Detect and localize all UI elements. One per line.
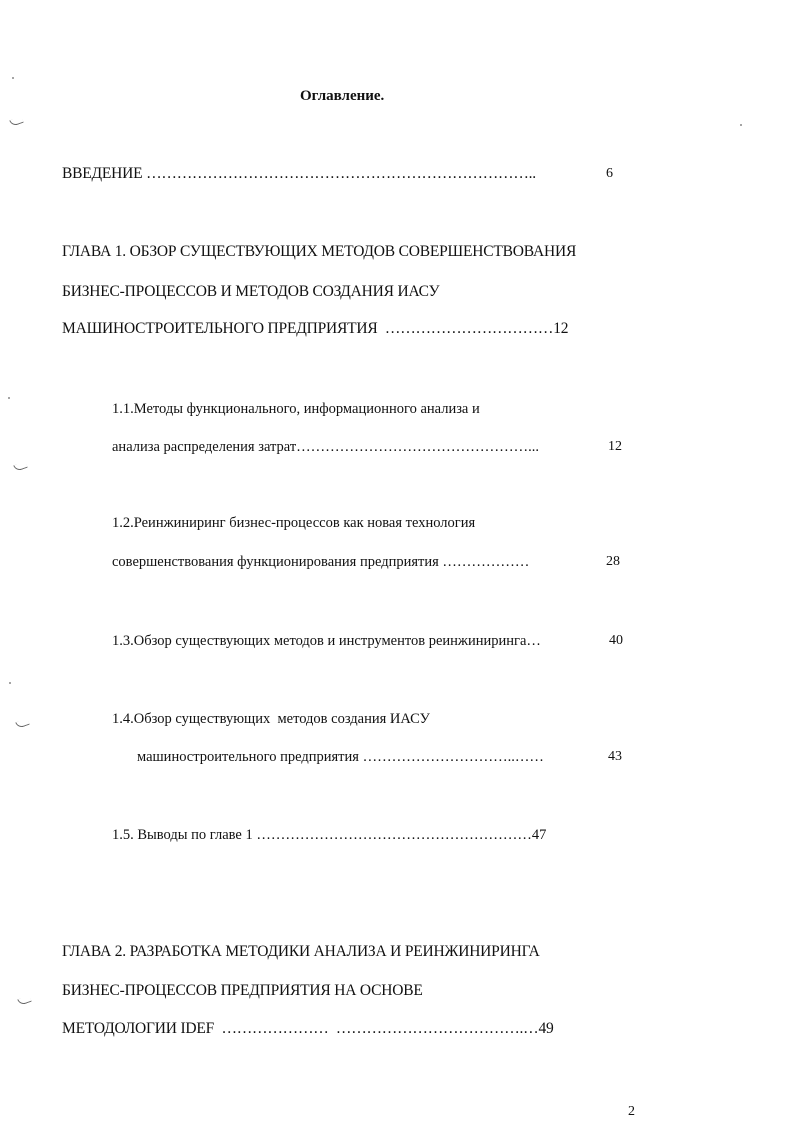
page-number: 2 bbox=[628, 1104, 635, 1119]
scan-dot bbox=[9, 682, 11, 684]
scan-mark bbox=[13, 461, 28, 472]
scan-mark bbox=[9, 116, 24, 127]
scan-dot bbox=[8, 397, 10, 399]
toc-title: Оглавление. bbox=[300, 88, 385, 104]
scan-dot bbox=[740, 124, 742, 126]
scan-mark bbox=[15, 718, 30, 729]
scan-mark bbox=[17, 995, 32, 1006]
scan-dot bbox=[12, 77, 14, 79]
